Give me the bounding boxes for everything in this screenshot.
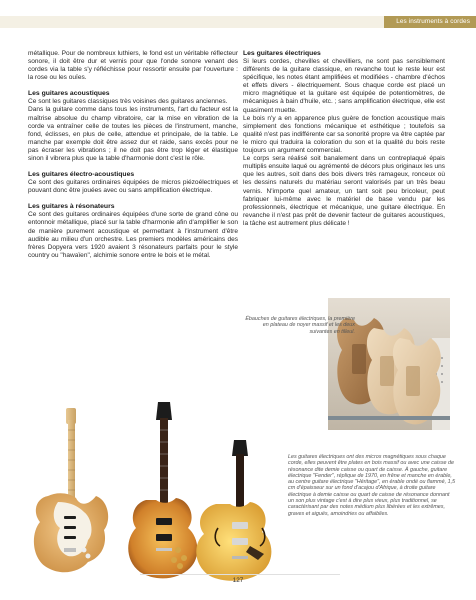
footer-divider: [140, 574, 340, 575]
electric-paragraph-2: Le bois n'y a en apparence plus guère de fonction acoustique mais simplement des fonctions mécanique et esthétique ; toutefois sa qualité n'est pas indifférente car sa sonorité propre va être captée par le micro qui traduira la coloration du son et la qualité du bois reste toujours un argument commercial.: [243, 114, 445, 155]
heritage-guitar: [128, 402, 197, 578]
page-header: [0, 0, 476, 30]
right-column: [243, 50, 445, 228]
resonator-heading: Les guitares à résonateurs: [28, 203, 115, 211]
intro-paragraph: métallique. Pour de nombreux luthiers, le fond est un véritable réflecteur sonore, il doit être dur et vernis pour que l'onde sonore venant des cordes via la table s'y réfléchisse pour ressortir ensuite par l'ouverture : la rose ou les ouïes.: [28, 50, 238, 82]
electric-paragraph-3: Le corps sera réalisé soit banalement dans un contreplaqué épais multiplis ensuite laqué ou agrémenté de décors plus originaux les uns que les autres, soit dans des bois divers très ramageux, ronceux où les dessins naturels du matériau seront valorisés par un très beau vernis. N'importe quel amateur, un tant soit peu bricoleur, peut fabriquer lui-même avec le matériel de base vendu par les professionnels, électrique et mécanique, une guitare électrique. En revanche il n'est pas prêt de devenir facteur de guitares acoustiques, la tâche est autrement plus délicate !: [243, 155, 445, 227]
electric-guitars-photo: [18, 400, 290, 582]
acoustic-heading: Les guitares acoustiques: [28, 90, 110, 98]
electric-guitars-caption: Les guitares électriques ont des micros magnétiques sous chaque corde, elles peuvent être plates en bois massif ou avec une caisse de résonance dite demie caisse ou quart de caisse. À gauche, guitare électrique "Fender", réplique de 1970, en frêne et manche en érable, au centre guitare électrique "Héritage", en érable ondé ou flammé, 1,5 cm d'épaisseur sur un fond d'acajou d'Afrique, à droite guitare électrique à demie caisse ou quart de caisse de résonance donnant un son plus vintage c'est à dire plus vieux, plus traditionnel, se caractérisant par des notes médium plus libérées et les extrêmes, graves et aiguës, amoindries ou affaiblies.: [288, 454, 456, 517]
semi-hollow-guitar: [196, 440, 271, 581]
page-number: 127: [232, 577, 244, 584]
electro-acoustic-paragraph: Ce sont des guitares ordinaires équipées de micros piézoélectriques et pouvant donc être jouées avec ou sans amplification électrique.: [28, 179, 238, 195]
fender-guitar: [34, 408, 108, 572]
electro-acoustic-heading: Les guitares électro-acoustiques: [28, 171, 135, 179]
electric-paragraph-1: Si leurs cordes, chevilles et chevilliers, ne sont pas sensiblement différents de la guitare classique, en revanche tout le reste leur est spécifique, les notes étant amplifiées et modifiées - chambre d'échos et effets divers - électriquement. Sous chaque corde est placé un micro magnétique et la guitare est équipée de potentiomètres, de mécaniques à bain d'huile, etc. ; sans amplification électrique, elle est quasiment muette.: [243, 58, 445, 114]
acoustic-paragraph-1: Ce sont les guitares classiques très voisines des guitares anciennes.: [28, 98, 228, 106]
electric-heading: Les guitares électriques: [243, 50, 321, 57]
resonator-paragraph: Ce sont des guitares ordinaires équipées d'une sorte de grand cône ou entonnoir métallique, placé sur la table d'harmonie afin d'amplifier le son de manière purement acoustique et permettant à l'instrument d'être audible au milieu d'un orchestre. Les premiers modèles américains des frères Dopyera vers 1920 avaient 3 résonateurs parfaits pour le style country ou "hawaïen", alchimie sonore entre le bois et le métal.: [28, 211, 238, 259]
acoustic-paragraph-2: Dans la guitare comme dans tous les instruments, l'art du facteur est la maîtrise absolue du champ vibratoire, car la mise en vibration de la corde va entraîner celle de toutes les pièces de l'instrument, manche, fond, éclisses, en plus de celle, attendue et principale, de la table. Le manche par exemple doit être assez dur et raide, sans excès pour ne pas écraser les vibrations ; il ne doit pas être trop léger et élastique sinon il vibrera plus que la table d'harmonie dont c'est le rôle.: [28, 106, 238, 163]
section-title: Les instruments à cordes: [384, 16, 476, 28]
left-column: [28, 50, 238, 260]
wood-bodies-caption: Ébauches de guitares électriques, la première en plateau de noyer massif et les deux suivantes en tilleul.: [245, 316, 355, 335]
